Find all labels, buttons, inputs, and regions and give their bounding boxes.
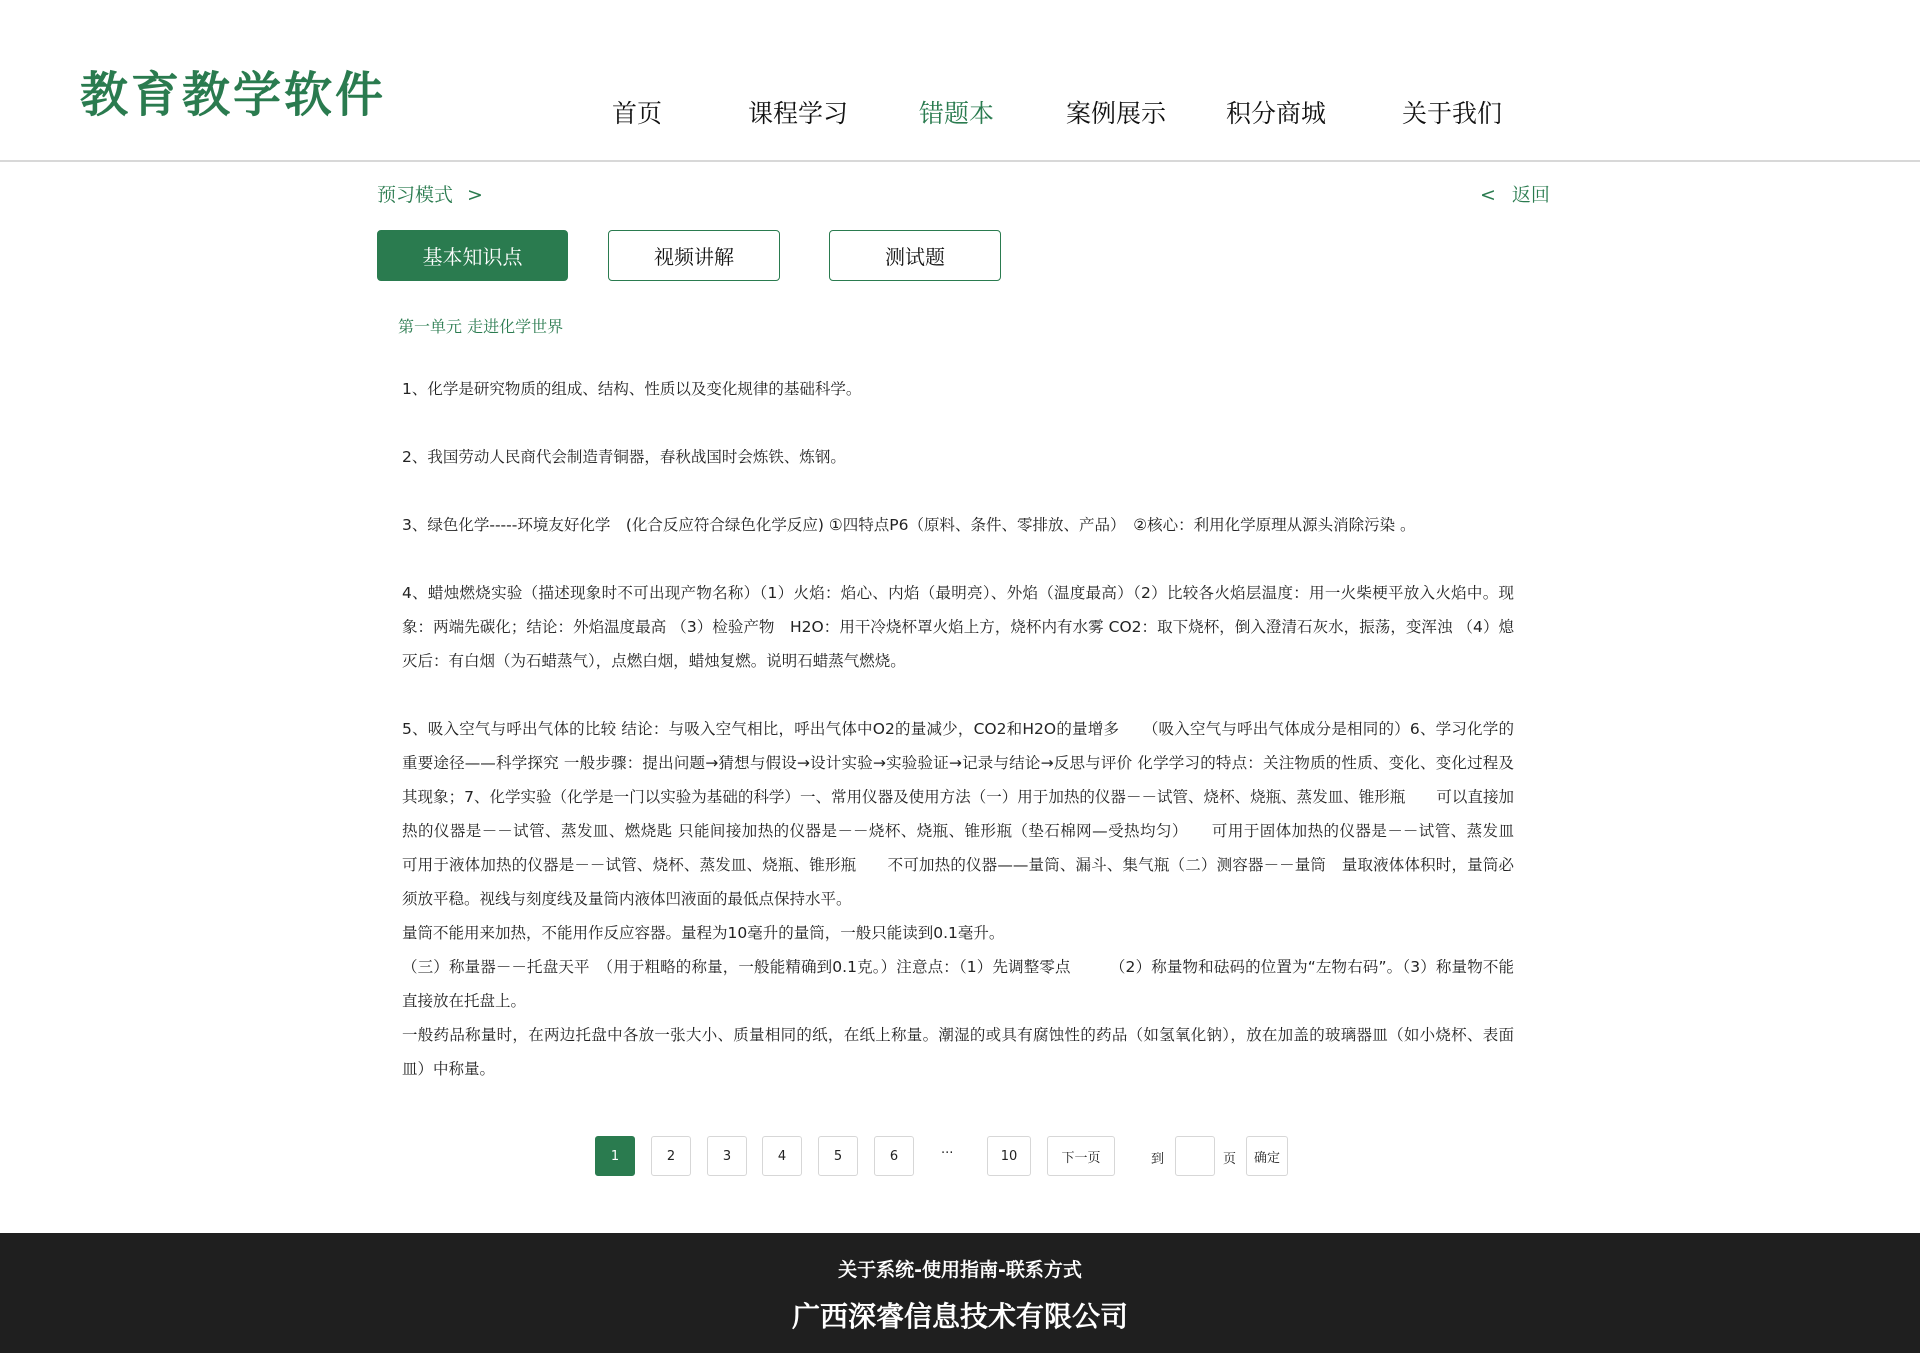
knowledge-paragraph: 4、蜡烛燃烧实验（描述现象时不可出现产物名称）（1）火焰：焰心、内焰（最明亮）、外焰（温度最高）（2）比较各火焰层温度：用一火柴梗平放入火焰中。现象：两端先碳化；结论：外焰温度最高 （3）检验产物 H2O：用干冷烧杯罩火焰上方，烧杯内有水雾 CO2：取下烧杯，倒入澄清石灰水，振荡，变浑浊 （4）熄灭后：有白烟（为石蜡蒸气），点燃白烟，蜡烛复燃。说明石蜡蒸气燃烧。 xyxy=(402,584,1514,670)
page-button-6[interactable]: 6 xyxy=(874,1136,914,1176)
nav-item-home[interactable]: 首页 xyxy=(612,99,663,128)
page-header xyxy=(0,0,1920,162)
back-label: 返回 xyxy=(1511,184,1550,206)
page-button-4[interactable]: 4 xyxy=(762,1136,802,1176)
next-page-button[interactable]: 下一页 xyxy=(1047,1136,1115,1176)
nav-item-mistakes[interactable]: 错题本 xyxy=(919,99,995,128)
unit-title: 第一单元 走进化学世界 xyxy=(398,317,564,336)
page-ellipsis: ··· xyxy=(941,1146,954,1161)
pagination xyxy=(0,1136,1920,1176)
knowledge-paragraph: 2、我国劳动人民商代会制造青铜器，春秋战国时会炼铁、炼钢。 xyxy=(402,448,846,466)
chevron-right-icon: > xyxy=(467,184,483,206)
goto-label: 到 xyxy=(1151,1152,1165,1167)
page-unit-label: 页 xyxy=(1223,1152,1237,1167)
page-button-5[interactable]: 5 xyxy=(818,1136,858,1176)
confirm-goto-button[interactable]: 确定 xyxy=(1246,1136,1288,1176)
nav-item-points-mall[interactable]: 积分商城 xyxy=(1226,99,1327,128)
footer-company: 广西深睿信息技术有限公司 xyxy=(791,1300,1128,1333)
nav-item-about[interactable]: 关于我们 xyxy=(1402,99,1503,128)
knowledge-content xyxy=(402,372,1514,1086)
knowledge-paragraph: 3、绿色化学-----环境友好化学 (化合反应符合绿色化学反应) ①四特点P6（原料、条件、零排放、产品） ②核心：利用化学原理从源头消除污染 。 xyxy=(402,516,1416,534)
footer-links[interactable]: 关于系统-使用指南-联系方式 xyxy=(838,1259,1082,1281)
goto-page-input[interactable] xyxy=(1175,1136,1215,1176)
breadcrumb-label: 预习模式 xyxy=(377,184,454,206)
knowledge-paragraph: 1、化学是研究物质的组成、结构、性质以及变化规律的基础科学。 xyxy=(402,380,862,398)
nav-item-cases[interactable]: 案例展示 xyxy=(1066,99,1167,128)
page-button-last[interactable]: 10 xyxy=(987,1136,1031,1176)
nav-item-courses[interactable]: 课程学习 xyxy=(748,99,849,128)
breadcrumb[interactable] xyxy=(377,180,483,207)
tab-quiz[interactable]: 测试题 xyxy=(829,230,1001,281)
tab-video-explanation[interactable]: 视频讲解 xyxy=(608,230,780,281)
tab-basic-knowledge[interactable]: 基本知识点 xyxy=(377,230,568,281)
page-button-3[interactable]: 3 xyxy=(707,1136,747,1176)
page-button-1[interactable]: 1 xyxy=(595,1136,635,1176)
back-button[interactable] xyxy=(1480,180,1550,207)
page-footer xyxy=(0,1233,1920,1353)
site-logo[interactable]: 教育教学软件 xyxy=(80,67,387,123)
page-button-2[interactable]: 2 xyxy=(651,1136,691,1176)
chevron-left-icon: < xyxy=(1480,184,1496,206)
knowledge-paragraph: 5、吸入空气与呼出气体的比较 结论：与吸入空气相比，呼出气体中O2的量减少，CO2和H2O的量增多 （吸入空气与呼出气体成分是相同的）6、学习化学的重要途径——科学探究 一般步骤：提出问题→猜想与假设→设计实验→实验验证→记录与结论→反思与评价 化学学习的特点：关注物质的性质、变化、变化过程及其现象；7、化学实验（化学是一门以实验为基础的科学）一、常用仪器及使用方法（一）用于加热的仪器－－试管、烧杯、烧瓶、蒸发皿、锥形瓶 可以直接加热的仪器是－－试管、蒸发皿、燃烧匙 只能间接加热的仪器是－－烧杯、烧瓶、锥形瓶（垫石棉网—受热均匀） 可用于固体加热的仪器是－－试管、蒸发皿 可用于液体加热的仪器是－－试管、烧杯、蒸发皿、烧瓶、锥形瓶 不可加热的仪器——量筒、漏斗、集气瓶（二）测容器－－量筒 量取液体体积时，量筒必须放平稳。视线与刻度线及量筒内液体凹液面的最低点保持水平。 量筒不能用来加热，不能用作反应容器。量程为10毫升的量筒，一般只能读到0.1毫升。 （三）称量器－－托盘天平 （用于粗略的称量，一般能精确到0.1克。）注意点：（1）先调整零点 （2）称量物和砝码的位置为“左物右码”。（3）称量物不能直接放在托盘上。 一般药品称量时，在两边托盘中各放一张大小、质量相同的纸，在纸上称量。潮湿的或具有腐蚀性的药品（如氢氧化钠），放在加盖的玻璃器皿（如小烧杯、表面皿）中称量。 xyxy=(402,720,1514,1078)
